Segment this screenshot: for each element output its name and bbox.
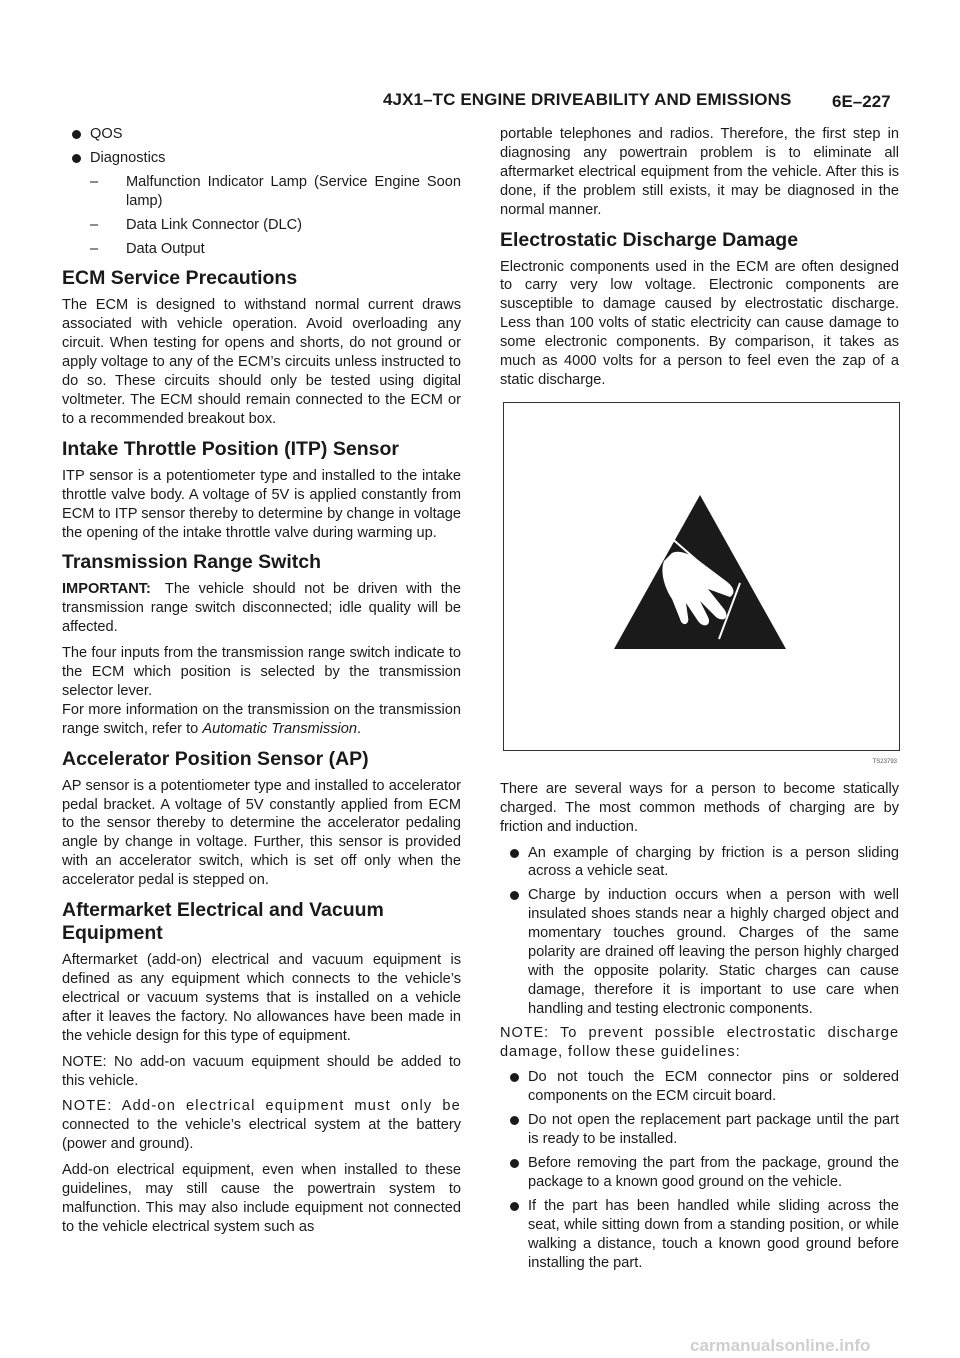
ap-heading: Accelerator Position Sensor (AP) xyxy=(62,747,369,770)
list-item: Diagnostics xyxy=(62,149,461,168)
note-electrical: NOTE: Add-on electrical equipment must only be connected to the vehicle’s electrical system at the battery (power and ground). xyxy=(62,1098,461,1153)
page-number: 6E–227 xyxy=(832,92,891,111)
trs-text-2: For more information on the transmission on the transmission range switch, refer to Automatic Transmission. xyxy=(62,701,461,737)
page-header xyxy=(0,90,960,114)
esd-text: Electronic components used in the ECM are often designed to carry very low voltage. Electronic components are susceptible to damage caused by electrostatic discharge. Less than 100 volts of static electricity can cause damage to some electronic components. By comparison, it takes as much as 4000 volts for a person to feel even the zap of a static discharge. xyxy=(500,258,899,388)
trs-heading: Transmission Range Switch xyxy=(62,551,321,574)
note-vacuum: NOTE: No add-on vacuum equipment should be added to this vehicle. xyxy=(62,1053,461,1089)
aftermarket-text-2: Add-on electrical equipment, even when installed to these guidelines, may still cause the powertrain system to malfunction. This may also include equipment not connected to the vehicle electrical system such as xyxy=(62,1162,461,1235)
list-item: QOS xyxy=(62,125,461,144)
static-text: There are several ways for a person to become statically charged. The most common methods of charging are by friction and induction. xyxy=(500,780,899,835)
ecm-text: The ECM is designed to withstand normal current draws associated with vehicle operation. Avoid overloading any circuit. When testing for opens and shorts, do not ground or apply voltage to any of the ECM’s circuits unless instructed to do so. These circuits should only be tested using digital voltmeter. The ECM should remain connected to the ECM or to a recommended breakout box. xyxy=(62,297,461,427)
list-item: An example of charging by friction is a person sliding across a vehicle seat. xyxy=(500,844,899,882)
esd-heading: Electrostatic Discharge Damage xyxy=(500,228,799,251)
bullet-icon xyxy=(510,849,519,858)
aftermarket-text: Aftermarket (add-on) electrical and vacuum equipment is defined as any equipment which connects to the vehicle’s electrical or vacuum systems that is installed on a vehicle after it leaves the factory. No allowances have been made in the vehicle design for this type of equipment. xyxy=(62,952,461,1044)
esd-warning-figure xyxy=(503,402,900,751)
list-item: Before removing the part from the package, ground the package to a known good ground on the vehicle. xyxy=(500,1154,899,1192)
watermark: carmanualsonline.info xyxy=(690,1336,871,1355)
sub-list-item: – Malfunction Indicator Lamp (Service Engine Soon lamp) xyxy=(90,173,461,209)
sub-list-item: – Data Output xyxy=(90,240,205,257)
ecm-heading: ECM Service Precautions xyxy=(62,267,298,290)
trs-reference: Automatic Transmission xyxy=(202,720,357,737)
note-esd: NOTE: To prevent possible electrostatic discharge damage, follow these guidelines: xyxy=(500,1024,899,1060)
right-column xyxy=(500,125,899,1278)
itp-heading: Intake Throttle Position (ITP) Sensor xyxy=(62,437,399,460)
left-column xyxy=(62,125,461,1244)
trs-text-1: The four inputs from the transmission range switch indicate to the ECM which position is selected by the transmission selector lever. xyxy=(62,645,461,699)
itp-text: ITP sensor is a potentiometer type and installed to the intake throttle valve body. A voltage of 5V is applied constantly from ECM to ITP sensor thereby to determine by change in voltage the opening of the intake throttle valve during warming up. xyxy=(62,467,461,541)
list-item: If the part has been handled while sliding across the seat, while sitting down from a standing position, or while walking a distance, touch a known good ground before installing the part. xyxy=(500,1197,899,1273)
trs-important: IMPORTANT: The vehicle should not be driven with the transmission range switch disconnected; idle quality will be affected. xyxy=(62,581,461,636)
bullet-icon xyxy=(72,130,81,139)
bullet-icon xyxy=(72,154,81,163)
list-item: Charge by induction occurs when a person with well insulated shoes stands near a highly charged object and momentary touches ground. Charges of the same polarity are drained off leaving the person highly charged with the opposite polarity. Static charges can cause damage, therefore it is important to use care when handling and testing electronic components. xyxy=(500,886,899,1018)
bullet-icon xyxy=(510,891,519,900)
continued-text: portable telephones and radios. Therefore, the first step in diagnosing any powertrain problem is to eliminate all aftermarket electrical equipment from the vehicle. After this is done, if the problem still exists, it may be diagnosed in the normal manner. xyxy=(500,126,899,218)
ap-text: AP sensor is a potentiometer type and installed to accelerator pedal bracket. A voltage of 5V constantly applied from ECM to the sensor thereby to determine the accelerator pedaling angle by change in voltage. Further, this sensor is provided with an accelerator switch, which is set off only when the accelerator pedal is stepped on. xyxy=(62,777,461,889)
esd-hand-icon xyxy=(504,403,899,750)
list-item: Do not open the replacement part package until the part is ready to be installed. xyxy=(500,1111,899,1149)
bullet-icon xyxy=(510,1116,519,1125)
bullet-icon xyxy=(510,1202,519,1211)
header-title: 4JX1–TC ENGINE DRIVEABILITY AND EMISSIONS xyxy=(383,90,792,109)
sub-list-item: – Data Link Connector (DLC) xyxy=(90,216,303,233)
bullet-icon xyxy=(510,1159,519,1168)
bullet-icon xyxy=(510,1073,519,1082)
figure-label: TS23793 xyxy=(872,758,897,765)
list-item: Do not touch the ECM connector pins or soldered components on the ECM circuit board. xyxy=(500,1068,899,1106)
aftermarket-heading: Aftermarket Electrical and Vacuum Equipment xyxy=(62,899,384,945)
